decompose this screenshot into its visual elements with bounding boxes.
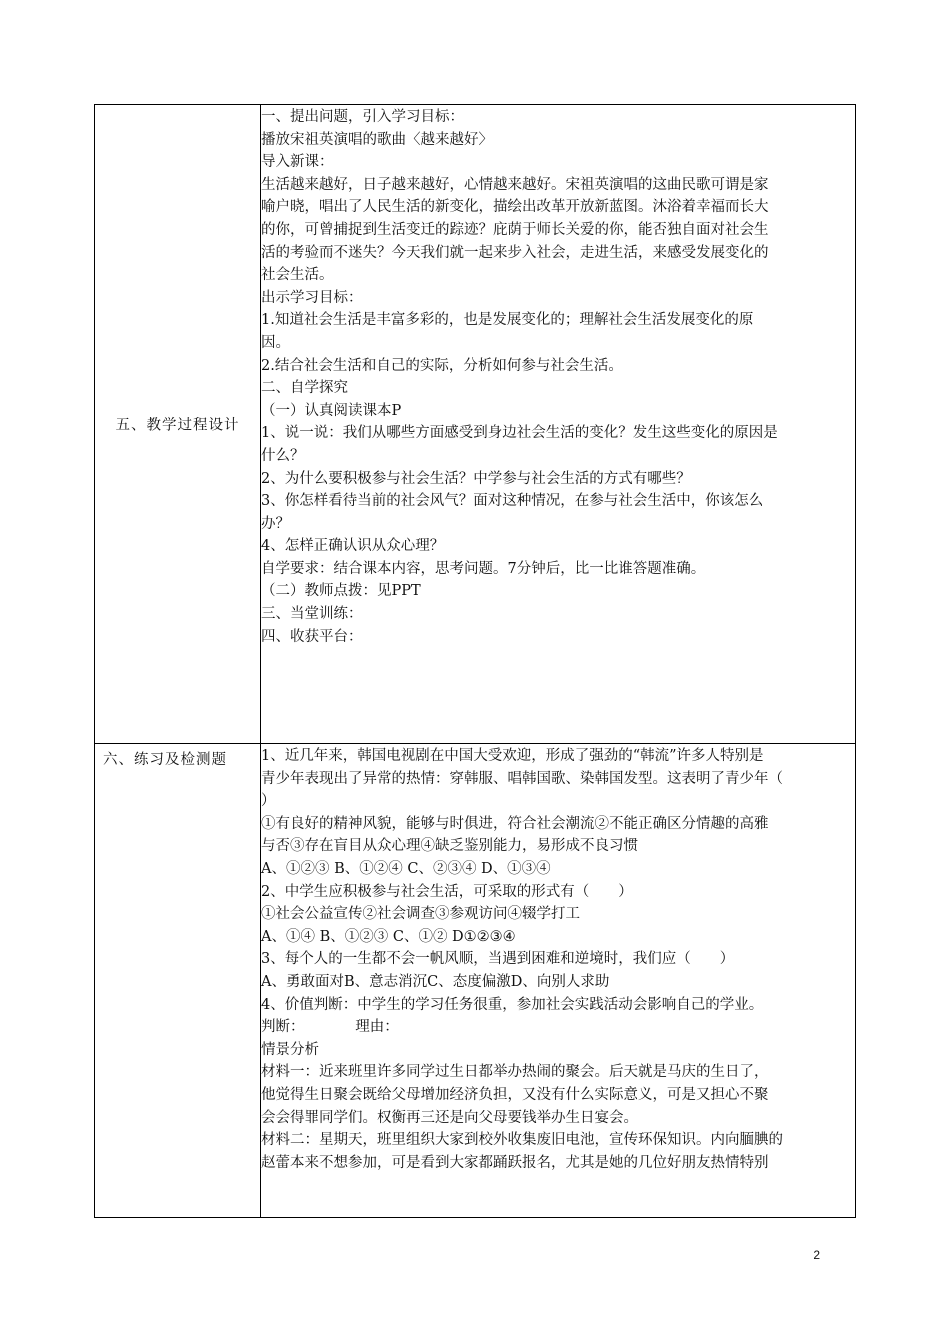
row-label-process-design: 五、教学过程设计 [115,417,240,434]
text-line: 会会得罪同学们。权衡再三还是向父母要钱举办生日宴会。 [261,1109,638,1126]
table-row-process-design [95,105,856,744]
text-line: 生活越来越好，日子越来越好，心情越来越好。宋祖英演唱的这曲民歌可谓是家 [261,176,769,193]
lesson-plan-table [94,104,856,1218]
text-line: A、勇敢面对B、意志消沉C、态度偏激D、向别人求助 [261,973,610,990]
table-row-exercises [95,744,856,1218]
text-line: A、①②③ B、①②④ C、②③④ D、①③④ [261,860,551,877]
text-line: （一）认真阅读课本P [261,402,402,419]
text-line: 他觉得生日聚会既给父母增加经济负担，又没有什么实际意义，可是又担心不聚 [261,1086,769,1103]
text-line: ①社会公益宣传②社会调查③参观访问④辍学打工 [261,906,580,923]
text-line: 办？ [261,515,290,532]
text-line: 3、每个人的一生都不会一帆风顺，当遇到困难和逆境时，我们应（ ） [261,951,735,968]
row-content-cell [261,105,856,744]
text-line: 的你，可曾捕捉到生活变迁的踪迹？庇荫于师长关爱的你，能否独自面对社会生 [261,221,769,238]
row-label-cell [95,105,261,744]
text-line: 1、近几年来，韩国电视剧在中国大受欢迎，形成了强劲的“韩流”许多人特别是 [261,748,764,764]
text-line: （二）教师点拨：见PPT [261,583,421,600]
text-line: 2、为什么要积极参与社会生活？中学参与社会生活的方式有哪些？ [261,470,691,487]
text-line: 三、当堂训练： [261,606,363,623]
page-number: 2 [813,1248,820,1262]
text-line: 社会生活。 [261,267,334,284]
text-line: ） [261,793,276,810]
text-line: 因。 [261,334,290,351]
text-line: 1、说一说：我们从哪些方面感受到身边社会生活的变化？发生这些变化的原因是 [261,425,778,442]
text-line: 四、收获平台： [261,628,363,645]
text-line: 喻户晓，唱出了人民生活的新变化，描绘出改革开放新蓝图。沐浴着幸福而长大 [261,199,769,216]
text-line: 什么？ [261,447,305,464]
text-line: 材料二：星期天，班里组织大家到校外收集废旧电池，宣传环保知识。内向腼腆的 [261,1132,783,1149]
text-line: 自学要求：结合课本内容，思考问题。7分钟后，比一比谁答题准确。 [261,560,706,577]
text-line: 赵蕾本来不想参加，可是看到大家都踊跃报名，尤其是她的几位好朋友热情特别 [261,1154,769,1171]
text-line: 情景分析 [261,1041,319,1058]
text-line: 4、怎样正确认识从众心理？ [261,538,445,555]
text-line: 材料一：近来班里许多同学过生日都举办热闹的聚会。后天就是马庆的生日了， [261,1064,769,1081]
text-line: ①有良好的精神风貌，能够与时俱进，符合社会潮流②不能正确区分情趣的高雅 [261,815,769,832]
text-line: 4、价值判断：中学生的学习任务很重，参加社会实践活动会影响自己的学业。 [261,996,764,1013]
row-label-exercises: 六、练习及检测题 [103,752,227,768]
text-line: 一、提出问题，引入学习目标： [261,109,464,125]
text-line: 播放宋祖英演唱的歌曲〈越来越好〉 [261,131,493,148]
text-line: 出示学习目标： [261,289,363,306]
process-design-content [261,105,855,648]
text-line: 2、中学生应积极参与社会生活，可采取的形式有（ ） [261,883,633,900]
text-line: 3、你怎样看待当前的社会风气？面对这种情况，在参与社会生活中，你该怎么 [261,493,764,510]
text-line: 1.知道社会生活是丰富多彩的，也是发展变化的；理解社会生活发展变化的原 [261,312,754,329]
exercises-content [261,744,855,1174]
text-line: 2.结合社会生活和自己的实际，分析如何参与社会生活。 [261,357,623,374]
text-line: 青少年表现出了异常的热情：穿韩服、唱韩国歌、染韩国发型。这表明了青少年（ [261,770,783,787]
row-content-cell [261,744,856,1218]
text-line: A、①④ B、①②③ C、①② D①②③④ [261,928,516,945]
text-line: 与否③存在盲目从众心理④缺乏鉴别能力，易形成不良习惯 [261,838,638,855]
text-line: 活的考验而不迷失？今天我们就一起来步入社会，走进生活，来感受发展变化的 [261,244,769,261]
text-line: 二、自学探究 [261,380,348,397]
text-line: 导入新课： [261,154,334,171]
text-line: 判断： 理由： [261,1019,399,1036]
row-label-cell [95,744,261,1218]
